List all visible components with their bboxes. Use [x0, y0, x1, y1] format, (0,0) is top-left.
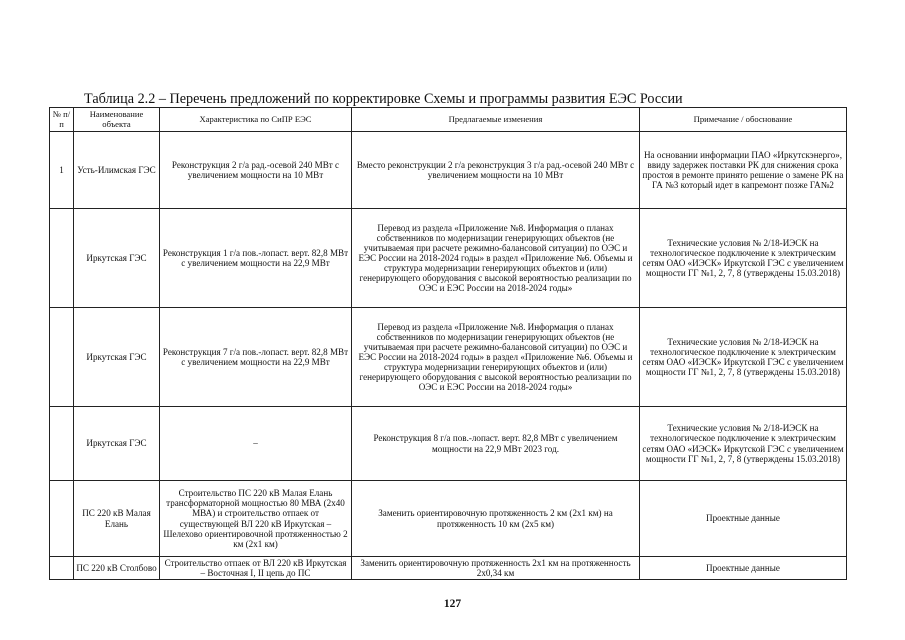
cell-characteristic: Реконструкция 7 г/а пов.-лопаст. верт. 82,8 МВт с увеличением мощности на 22,9 МВт: [160, 308, 352, 407]
header-changes: Предлагаемые изменения: [352, 108, 640, 132]
cell-changes: Перевод из раздела «Приложение №8. Информация о планах собственников по модернизации генерирующих объектов (не учитываемая при расчете режимно-балансовой ситуации) по ОЭС и ЕЭС России на 2018-2024 годы» в раздел «Приложение №6. Объемы и структура модернизации генерирующих объектов и (или) генерирующего оборудования с высокой вероятностью реализации по ОЭС и ЕЭС России на 2018-2024 годы»: [352, 209, 640, 308]
cell-num: [50, 481, 74, 557]
table-row: [50, 407, 847, 481]
table-header-row: [50, 108, 847, 132]
cell-changes: Вместо реконструкции 2 г/а реконструкция 3 г/а рад.-осевой 240 МВт с увеличением мощности на 10 МВт: [352, 132, 640, 209]
cell-characteristic: Строительство отпаек от ВЛ 220 кВ Иркутская – Восточная I, II цепь до ПС: [160, 557, 352, 580]
cell-note: Проектные данные: [640, 481, 847, 557]
table-caption: Таблица 2.2 – Перечень предложений по корректировке Схемы и программы развития ЕЭС России: [84, 91, 683, 107]
cell-num: [50, 209, 74, 308]
cell-name: Иркутская ГЭС: [74, 209, 160, 308]
cell-note: Проектные данные: [640, 557, 847, 580]
cell-changes: Заменить ориентировочную протяженность 2х1 км на протяженность 2х0,34 км: [352, 557, 640, 580]
cell-characteristic: –: [160, 407, 352, 481]
proposals-table: [49, 107, 847, 580]
table-row: [50, 209, 847, 308]
cell-characteristic: Реконструкция 2 г/а рад.-осевой 240 МВт с увеличением мощности на 10 МВт: [160, 132, 352, 209]
header-note: Примечание / обоснование: [640, 108, 847, 132]
header-num: № п/п: [50, 108, 74, 132]
table-row: [50, 132, 847, 209]
cell-num: [50, 308, 74, 407]
cell-num: 1: [50, 132, 74, 209]
cell-characteristic: Реконструкция 1 г/а пов.-лопаст. верт. 82,8 МВт с увеличением мощности на 22,9 МВт: [160, 209, 352, 308]
table-row: [50, 557, 847, 580]
header-name: Наименование объекта: [74, 108, 160, 132]
cell-characteristic: Строительство ПС 220 кВ Малая Елань трансформаторной мощностью 80 МВА (2х40 МВА) и строительство отпаек от существующей ВЛ 220 кВ Иркутская – Шелехово ориентировочной протяженностью 2 км (2х1 км): [160, 481, 352, 557]
cell-num: [50, 557, 74, 580]
header-characteristic: Характеристика по СиПР ЕЭС: [160, 108, 352, 132]
cell-note: Технические условия № 2/18-ИЭСК на технологическое подключение к электрическим сетям ОАО «ИЭСК» Иркутской ГЭС с увеличением мощности ГГ №1, 2, 7, 8 (утверждены 15.03.2018): [640, 308, 847, 407]
page-number: 127: [443, 598, 462, 610]
cell-note: Технические условия № 2/18-ИЭСК на технологическое подключение к электрическим сетям ОАО «ИЭСК» Иркутской ГЭС с увеличением мощности ГГ №1, 2, 7, 8 (утверждены 15.03.2018): [640, 407, 847, 481]
cell-note: Технические условия № 2/18-ИЭСК на технологическое подключение к электрическим сетям ОАО «ИЭСК» Иркутской ГЭС с увеличением мощности ГГ №1, 2, 7, 8 (утверждены 15.03.2018): [640, 209, 847, 308]
cell-name: ПС 220 кВ Столбово: [74, 557, 160, 580]
cell-note: На основании информации ПАО «Иркутскэнерго», ввиду задержек поставки РК для снижения срока простоя в ремонте принято решение о замене РК на ГА №3 который идет в капремонт позже ГА№2: [640, 132, 847, 209]
cell-changes: Перевод из раздела «Приложение №8. Информация о планах собственников по модернизации генерирующих объектов (не учитываемая при расчете режимно-балансовой ситуации) по ОЭС и ЕЭС России на 2018-2024 годы» в раздел «Приложение №6. Объемы и структура модернизации генерирующих объектов и (или) генерирующего оборудования с высокой вероятностью реализации по ОЭС и ЕЭС России на 2018-2024 годы»: [352, 308, 640, 407]
cell-num: [50, 407, 74, 481]
cell-name: Иркутская ГЭС: [74, 308, 160, 407]
table-row: [50, 308, 847, 407]
cell-name: Иркутская ГЭС: [74, 407, 160, 481]
table-row: [50, 481, 847, 557]
cell-changes: Реконструкция 8 г/а пов.-лопаст. верт. 82,8 МВт с увеличением мощности на 22,9 МВт 2023 год.: [352, 407, 640, 481]
cell-name: ПС 220 кВ Малая Елань: [74, 481, 160, 557]
cell-changes: Заменить ориентировочную протяженность 2 км (2х1 км) на протяженность 10 км (2х5 км): [352, 481, 640, 557]
cell-name: Усть-Илимская ГЭС: [74, 132, 160, 209]
